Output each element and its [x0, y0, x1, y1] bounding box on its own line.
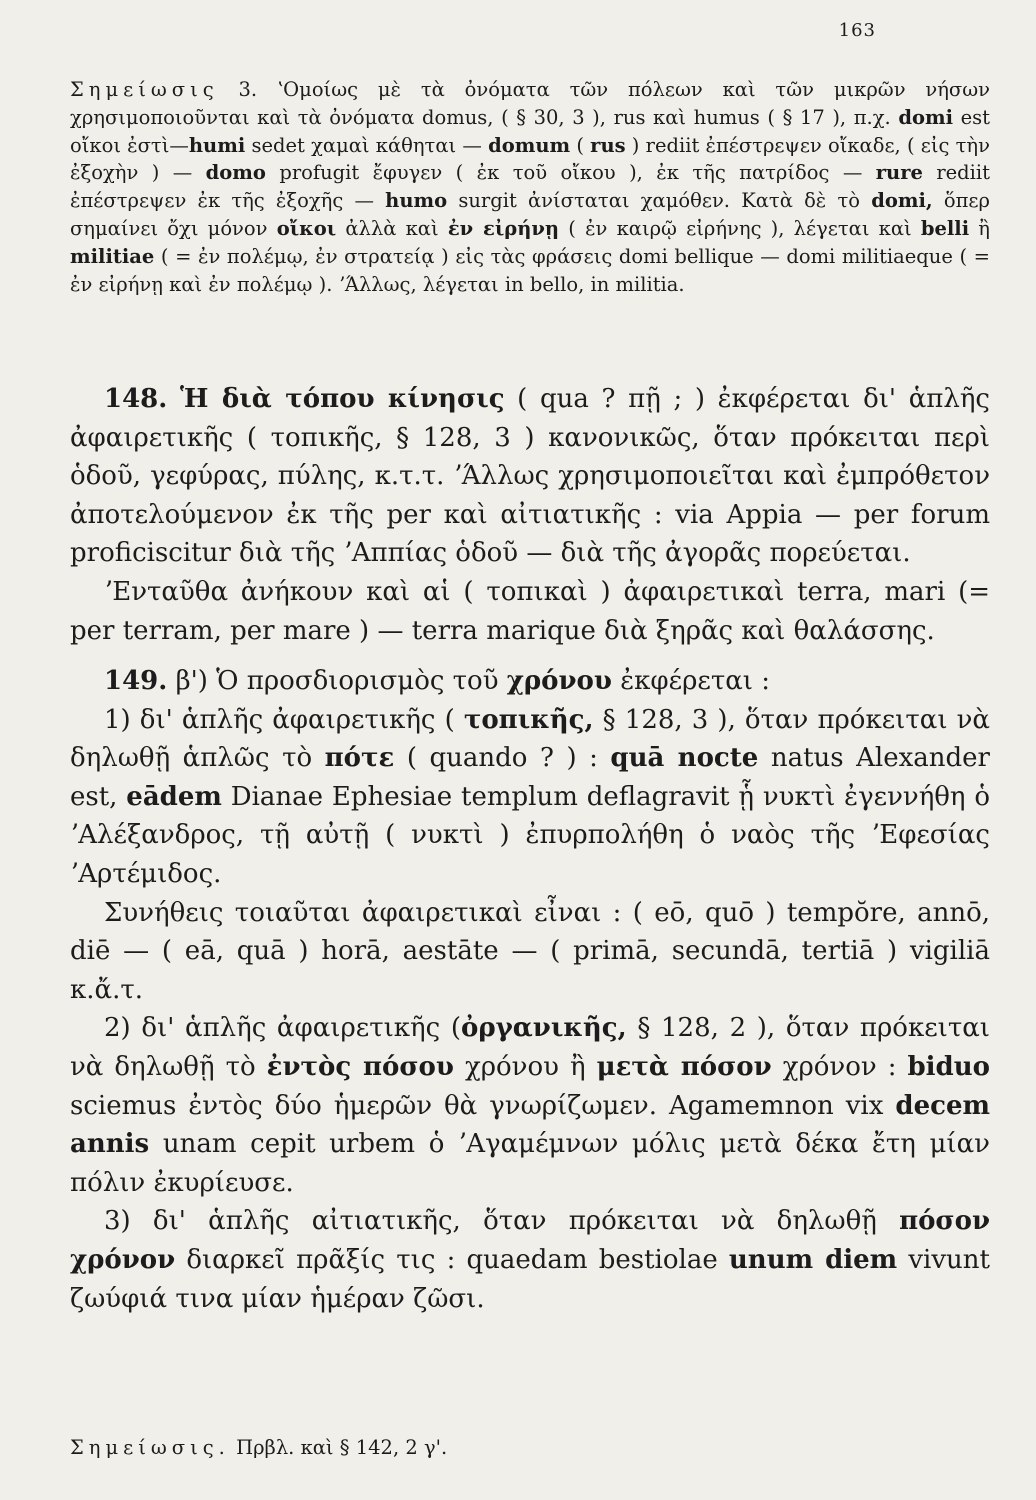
list-item-2: 2) δι' ἁπλῆς ἀφαιρετικῆς (ὀργανικῆς, § 128, 2 ), ὅταν πρόκειται νὰ δηλωθῇ τὸ ἐντὸς πόσου χρόνου ἢ μετὰ πόσον χρόνον : biduo sciemus ἐντὸς δύο ἡμερῶν θὰ γνωρίζωμεν. Agamemnon vix decem annis unam cepit urbem ὁ ʼΑγαμέμνων μόλις μετὰ δέκα ἔτη μίαν πόλιν ἐκυρίευσε.: [70, 1013, 990, 1198]
page-number: 163: [838, 20, 876, 41]
note-label: Σημείωσις.: [70, 1436, 230, 1459]
section-number: 149.: [104, 666, 168, 696]
section-title: Ἡ διὰ τόπου κίνησις: [179, 384, 505, 414]
section-148-paragraph-2: ʼΕνταῦθα ἀνήκουν καὶ αἱ ( τοπικαὶ ) ἀφαιρετικαὶ terra, mari (= per terram, per mare ) — terra marique διὰ ξηρᾶς καὶ θαλάσσης.: [70, 576, 990, 646]
section-148: [70, 380, 990, 650]
section-149-intro: 149. β') Ὁ προσδιορισμὸς τοῦ χρόνου ἐκφέρεται :: [104, 666, 770, 696]
note-paragraph: Σημείωσις 3. ʽΟμοίως μὲ τὰ ὀνόματα τῶν πόλεων καὶ τῶν μικρῶν νήσων χρησιμοποιοῦνται καὶ τὰ ὀνόματα domus, ( § 30, 3 ), rus καὶ humus ( § 17 ), π.χ. domi est οἴκοι ἐστὶ—humi sedet χαμαὶ κάθηται — domum ( rus ) rediit ἐπέστρεψεν οἴκαδε, ( εἰς τὴν ἐξοχὴν ) — domo profugit ἔφυγεν ( ἐκ τοῦ οἴκου ), ἐκ τῆς πατρίδος — rure rediit ἐπέστρεψεν ἐκ τῆς ἐξοχῆς — humo surgit ἀνίσταται χαμόθεν. Κατὰ δὲ τὸ domi, ὅπερ σημαίνει ὄχι μόνον οἴκοι ἀλλὰ καὶ ἐν εἰρήνῃ ( ἐν καιρῷ εἰρήνης ), λέγεται καὶ belli ἢ militiae ( = ἐν πολέμῳ, ἐν στρατείᾳ ) εἰς τὰς φράσεις domi bellique — domi militiaeque ( = ἐν εἰρήνῃ καὶ ἐν πολέμῳ ). ʼΆλλως, λέγεται in bello, in militia.: [70, 78, 990, 296]
section-149: [70, 662, 990, 1318]
note-footer: Σημείωσις. Πρβλ. καὶ § 142, 2 γ'.: [70, 1436, 448, 1459]
section-148-paragraph: 148. Ἡ διὰ τόπου κίνησις ( qua ? πῇ ; ) ἐκφέρεται δι' ἁπλῆς ἀφαιρετικῆς ( τοπικῆς, § 128, 3 ) κανονικῶς, ὅταν πρόκειται περὶ ὁδοῦ, γεφύρας, πύλης, κ.τ.τ. ʼΆλλως χρησιμοποιεῖται καὶ ἐμπρόθετον ἀποτελούμενον ἐκ τῆς per καὶ αἰτιατικῆς : via Appia — per forum proficiscitur διὰ τῆς ʼΑππίας ὁδοῦ — διὰ τῆς ἀγορᾶς πορεύεται.: [70, 384, 990, 569]
list-item-3: 3) δι' ἁπλῆς αἰτιατικῆς, ὅταν πρόκειται νὰ δηλωθῇ πόσον χρόνον διαρκεῖ πρᾶξίς τις : quaedam bestiolae unum diem vivunt ζωύφιά τινα μίαν ἡμέραν ζῶσι.: [70, 1206, 990, 1314]
list-item-1: 1) δι' ἁπλῆς ἀφαιρετικῆς ( τοπικῆς, § 128, 3 ), ὅταν πρόκειται νὰ δηλωθῇ ἁπλῶς τὸ πότε ( quando ? ) : quā nocte natus Alexander est, eādem Dianae Ephesiae templum deflagravit ᾗ νυκτὶ ἐγεννήθη ὁ ʼΑλέξανδρος, τῇ αὐτῇ ( νυκτὶ ) ἐπυρπολήθη ὁ ναὸς τῆς ʼΕφεσίας ʼΑρτέμιδος.: [70, 704, 990, 889]
section-number: 148.: [104, 384, 168, 414]
list-item-1-note: Συνήθεις τοιαῦται ἀφαιρετικαὶ εἶναι : ( eō, quō ) tempŏre, annō, diē — ( eā, quā ) horā, aestāte — ( primā, secundā, tertiā ) vigiliā κ.ἄ.τ.: [70, 897, 990, 1005]
note-label: Σημείωσις: [70, 78, 219, 101]
